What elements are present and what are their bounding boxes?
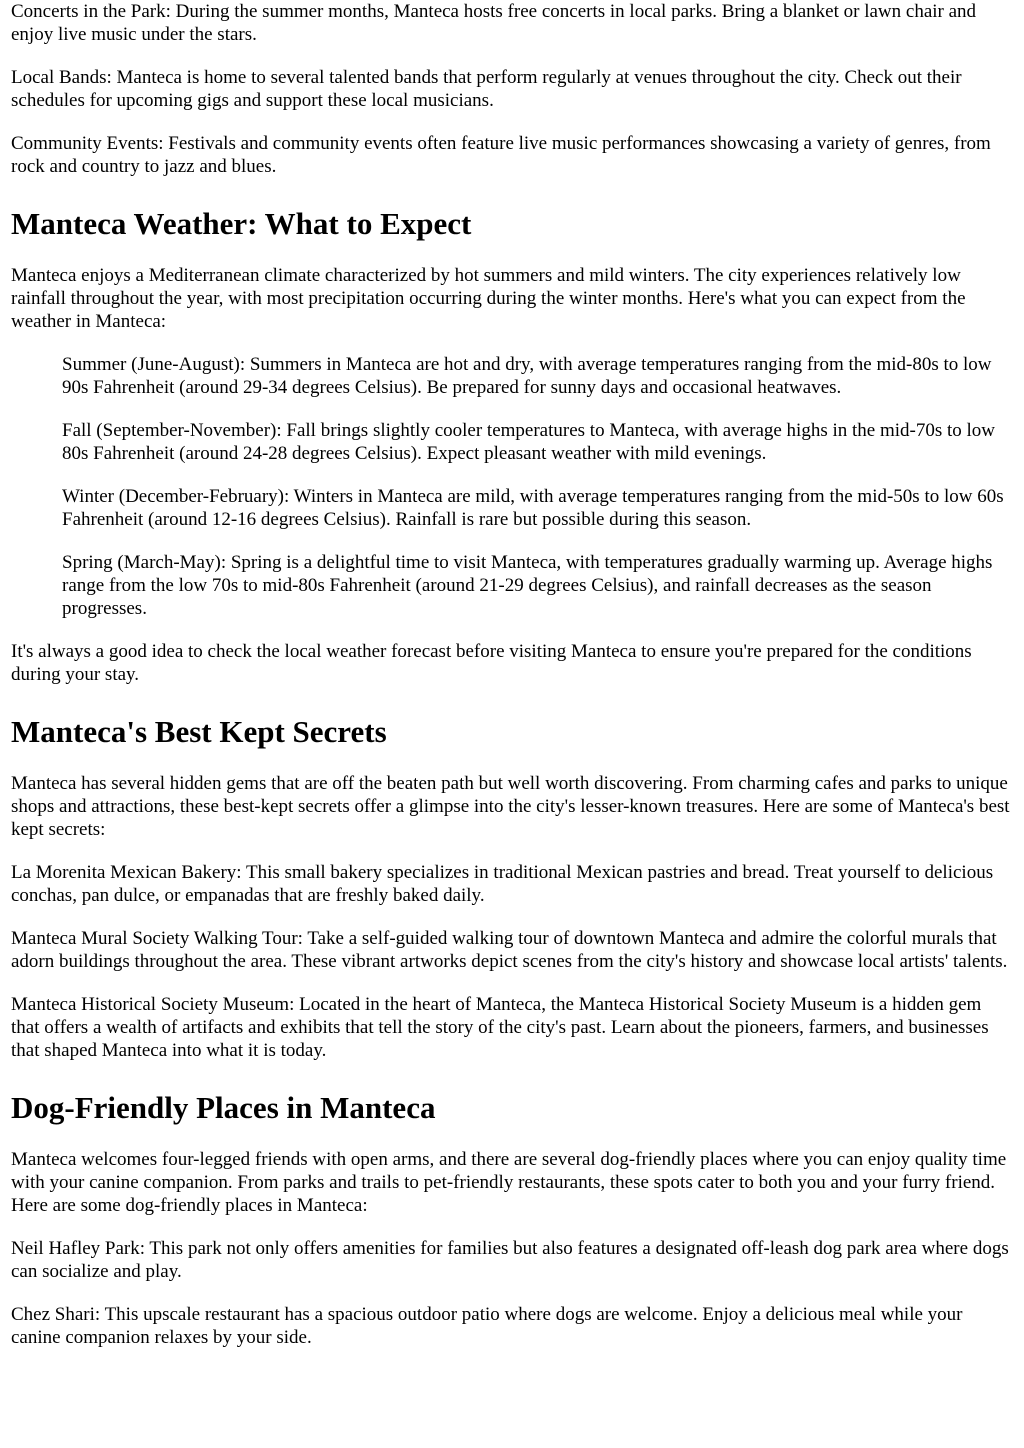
season-winter: Winter (December-February): Winters in Manteca are mild, with average temperatures ranging from the mid-50s to low 60s Fahrenheit (around 12-16 degrees Celsius). Rainfall is rare but possible during this season. — [62, 486, 1004, 530]
music-item-concerts: Concerts in the Park: During the summer months, Manteca hosts free concerts in local parks. Bring a blanket or lawn chair and enjoy live music under the stars. — [11, 1, 977, 45]
dog-place-neil-hafley-park: Neil Hafley Park: This park not only offers amenities for families but also features a designated off-leash dog park area where dogs can socialize and play. — [11, 1238, 1009, 1282]
season-spring: Spring (March-May): Spring is a delightful time to visit Manteca, with temperatures gradually warming up. Average highs range from the low 70s to mid-80s Fahrenheit (around 21-29 degrees Celsius), and rainfall decreases as the season progresses. — [62, 552, 993, 619]
secret-item-bakery: La Morenita Mexican Bakery: This small bakery specializes in traditional Mexican pastries and bread. Treat yourself to delicious conchas, pan dulce, or empanadas that are freshly baked daily. — [11, 862, 994, 906]
dogs-heading: Dog-Friendly Places in Manteca — [11, 1090, 436, 1125]
season-fall: Fall (September-November): Fall brings slightly cooler temperatures to Manteca, with average highs in the mid-70s to low 80s Fahrenheit (around 24-28 degrees Celsius). Expect pleasant weather with mild evenings. — [62, 420, 996, 464]
weather-outro: It's always a good idea to check the local weather forecast before visiting Manteca to ensure you're prepared for the conditions during your stay. — [11, 641, 972, 685]
weather-seasons-block — [11, 353, 1013, 620]
secrets-heading: Manteca's Best Kept Secrets — [11, 714, 387, 749]
secret-item-museum: Manteca Historical Society Museum: Located in the heart of Manteca, the Manteca Historical Society Museum is a hidden gem that offers a wealth of artifacts and exhibits that tell the story of the city's past. Learn about the pioneers, farmers, and businesses that shaped Manteca into what it is today. — [11, 994, 989, 1061]
dog-place-chez-shari: Chez Shari: This upscale restaurant has a spacious outdoor patio where dogs are welcome. Enjoy a delicious meal while your canine companion relaxes by your side. — [11, 1304, 963, 1348]
season-summer: Summer (June-August): Summers in Manteca are hot and dry, with average temperatures ranging from the mid-80s to low 90s Fahrenheit (around 29-34 degrees Celsius). Be prepared for sunny days and occasional heatwaves. — [62, 354, 992, 398]
music-item-community-events: Community Events: Festivals and community events often feature live music performances showcasing a variety of genres, from rock and country to jazz and blues. — [11, 133, 991, 177]
secret-item-mural-tour: Manteca Mural Society Walking Tour: Take a self-guided walking tour of downtown Manteca and admire the colorful murals that adorn buildings throughout the area. These vibrant artworks depict scenes from the city's history and showcase local artists' talents. — [11, 928, 1008, 972]
music-item-local-bands: Local Bands: Manteca is home to several talented bands that perform regularly at venues throughout the city. Check out their schedules for upcoming gigs and support these local musicians. — [11, 67, 962, 111]
weather-intro: Manteca enjoys a Mediterranean climate characterized by hot summers and mild winters. The city experiences relatively low rainfall throughout the year, with most precipitation occurring during the winter months. Here's what you can expect from the weather in Manteca: — [11, 265, 966, 332]
dogs-intro: Manteca welcomes four-legged friends with open arms, and there are several dog-friendly places where you can enjoy quality time with your canine companion. From parks and trails to pet-friendly restaurants, these spots cater to both you and your furry friend. Here are some dog-friendly places in Manteca: — [11, 1149, 1007, 1216]
secrets-intro: Manteca has several hidden gems that are off the beaten path but well worth discovering. From charming cafes and parks to unique shops and attractions, these best-kept secrets offer a glimpse into the city's lesser-known treasures. Here are some of Manteca's best kept secrets: — [11, 773, 1010, 840]
weather-heading: Manteca Weather: What to Expect — [11, 206, 472, 241]
